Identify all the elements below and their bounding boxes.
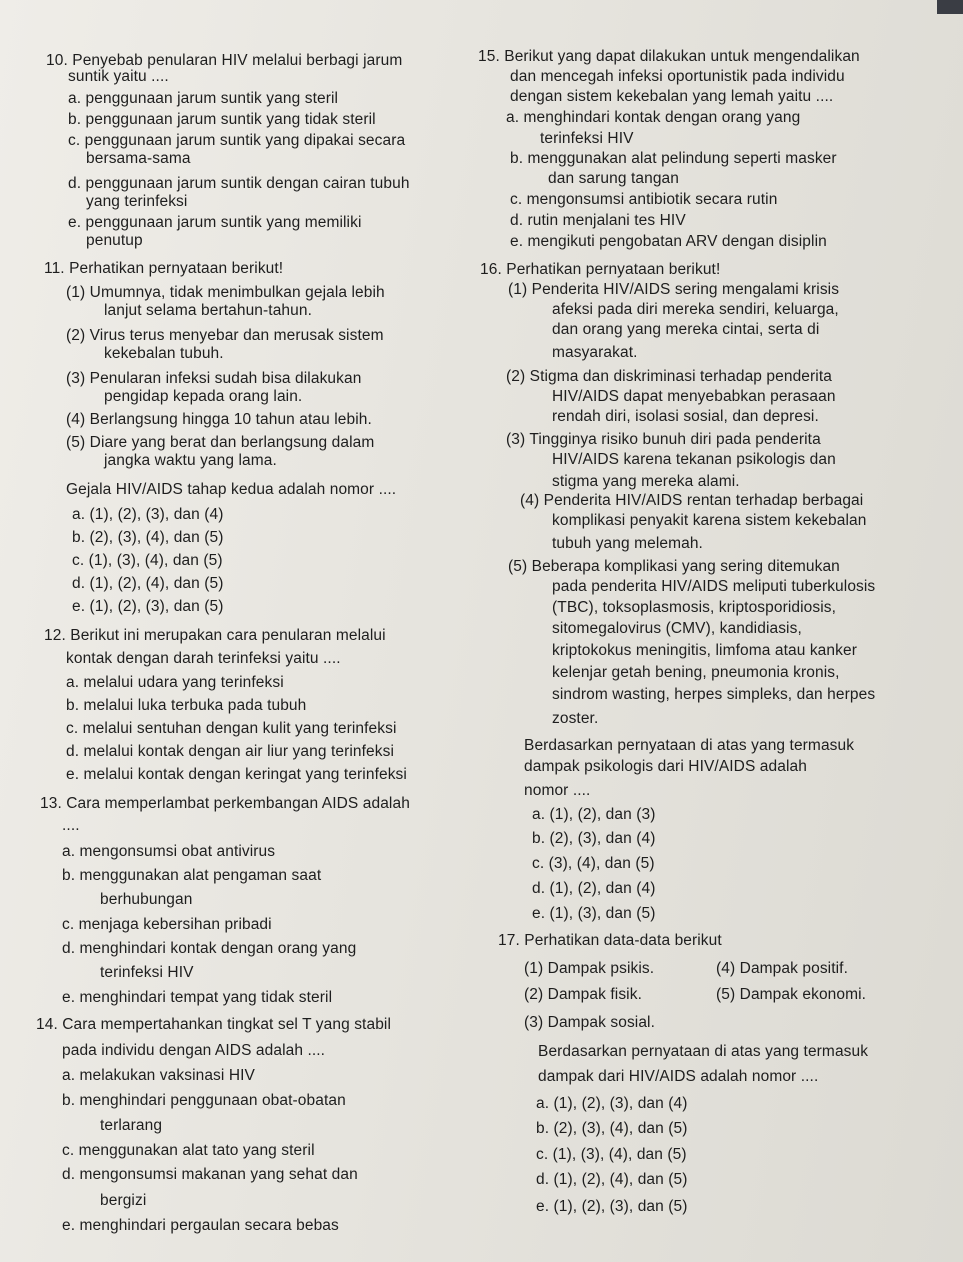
- q11-question: Gejala HIV/AIDS tahap kedua adalah nomor ....: [66, 481, 397, 498]
- q17-item-4: (4) Dampak positif.: [716, 960, 848, 977]
- q16-option-d: d. (1), (2), dan (4): [532, 880, 656, 897]
- q16-statement-5c: (TBC), toksoplasmosis, kriptosporidiosis,: [552, 599, 837, 616]
- q17-item-5: (5) Dampak ekonomi.: [716, 986, 867, 1003]
- q17-option-c: c. (1), (3), (4), dan (5): [536, 1146, 687, 1163]
- q11-stem: 11. Perhatikan pernyataan berikut!: [44, 260, 284, 277]
- q11-statement-3b: pengidap kepada orang lain.: [104, 388, 303, 405]
- q16-option-c: c. (3), (4), dan (5): [532, 855, 655, 872]
- q15-stem-2: dan mencegah infeksi oportunistik pada individu: [510, 68, 845, 85]
- q10-stem-2: suntik yaitu ....: [68, 68, 169, 85]
- q16-statement-2a: (2) Stigma dan diskriminasi terhadap penderita: [506, 368, 832, 385]
- q17-item-3: (3) Dampak sosial.: [524, 1014, 656, 1031]
- q14-option-e: e. menghindari pergaulan secara bebas: [62, 1217, 339, 1234]
- q16-statement-3a: (3) Tingginya risiko bunuh diri pada penderita: [506, 431, 821, 448]
- q16-statement-5g: sindrom wasting, herpes simpleks, dan herpes: [552, 686, 876, 703]
- q11-statement-2b: kekebalan tubuh.: [104, 345, 224, 362]
- q17-option-d: d. (1), (2), (4), dan (5): [536, 1171, 688, 1188]
- q11-statement-2a: (2) Virus terus menyebar dan merusak sistem: [66, 327, 384, 344]
- q15-option-b-1: b. menggunakan alat pelindung seperti masker: [510, 150, 837, 167]
- q16-statement-5d: sitomegalovirus (CMV), kandidiasis,: [552, 620, 802, 637]
- q13-stem-2: ....: [62, 817, 80, 834]
- q17-item-2: (2) Dampak fisik.: [524, 986, 642, 1003]
- q16-statement-3c: stigma yang mereka alami.: [552, 473, 740, 490]
- q16-option-e: e. (1), (3), dan (5): [532, 905, 656, 922]
- q16-statement-4c: tubuh yang melemah.: [552, 535, 703, 552]
- q16-question-3: nomor ....: [524, 782, 591, 799]
- q10-option-d-1: d. penggunaan jarum suntik dengan cairan tubuh: [68, 175, 410, 192]
- q10-option-c-1: c. penggunaan jarum suntik yang dipakai secara: [68, 132, 406, 149]
- q16-statement-4a: (4) Penderita HIV/AIDS rentan terhadap berbagai: [520, 492, 864, 509]
- q16-statement-1b: afeksi pada diri mereka sendiri, keluarga,: [552, 301, 839, 318]
- q16-statement-2c: rendah diri, isolasi sosial, dan depresi.: [552, 408, 819, 425]
- q15-option-d: d. rutin menjalani tes HIV: [510, 212, 686, 229]
- q17-stem: 17. Perhatikan data-data berikut: [498, 932, 722, 949]
- q10-option-b: b. penggunaan jarum suntik yang tidak steril: [68, 111, 376, 128]
- q10-option-d-2: yang terinfeksi: [86, 193, 188, 210]
- q16-statement-5h: zoster.: [552, 710, 599, 727]
- q12-option-d: d. melalui kontak dengan air liur yang terinfeksi: [66, 743, 394, 760]
- q15-option-a-2: terinfeksi HIV: [540, 130, 634, 147]
- q16-statement-5e: kriptokokus meningitis, limfoma atau kanker: [552, 642, 857, 659]
- q12-option-c: c. melalui sentuhan dengan kulit yang terinfeksi: [66, 720, 397, 737]
- q16-statement-4b: komplikasi penyakit karena sistem kekebalan: [552, 512, 867, 529]
- q11-statement-4: (4) Berlangsung hingga 10 tahun atau lebih.: [66, 411, 372, 428]
- q11-option-a: a. (1), (2), (3), dan (4): [72, 506, 224, 523]
- q11-statement-1a: (1) Umumnya, tidak menimbulkan gejala lebih: [66, 284, 385, 301]
- q16-statement-1a: (1) Penderita HIV/AIDS sering mengalami krisis: [508, 281, 840, 298]
- q17-option-b: b. (2), (3), (4), dan (5): [536, 1120, 688, 1137]
- q16-question-1: Berdasarkan pernyataan di atas yang termasuk: [524, 737, 855, 754]
- q12-option-e: e. melalui kontak dengan keringat yang terinfeksi: [66, 766, 407, 783]
- q14-option-d-2: bergizi: [100, 1192, 147, 1209]
- q10-option-e-1: e. penggunaan jarum suntik yang memiliki: [68, 214, 362, 231]
- q10-option-e-2: penutup: [86, 232, 143, 249]
- q13-option-b-2: berhubungan: [100, 891, 193, 908]
- q16-statement-5f: kelenjar getah bening, pneumonia kronis,: [552, 664, 840, 681]
- q10-stem-1: 10. Penyebab penularan HIV melalui berbagi jarum: [46, 52, 403, 69]
- q16-option-b: b. (2), (3), dan (4): [532, 830, 656, 847]
- q11-option-e: e. (1), (2), (3), dan (5): [72, 598, 224, 615]
- q11-option-c: c. (1), (3), (4), dan (5): [72, 552, 223, 569]
- q16-statement-1c: dan orang yang mereka cintai, serta di: [552, 321, 820, 338]
- q14-option-d-1: d. mengonsumsi makanan yang sehat dan: [62, 1166, 358, 1183]
- q12-stem-2: kontak dengan darah terinfeksi yaitu ....: [66, 650, 341, 667]
- q16-question-2: dampak psikologis dari HIV/AIDS adalah: [524, 758, 807, 775]
- q17-option-a: a. (1), (2), (3), dan (4): [536, 1095, 688, 1112]
- q12-stem-1: 12. Berikut ini merupakan cara penularan melalui: [44, 627, 386, 644]
- q16-statement-1d: masyarakat.: [552, 344, 638, 361]
- q13-option-a: a. mengonsumsi obat antivirus: [62, 843, 276, 860]
- q17-question-1: Berdasarkan pernyataan di atas yang termasuk: [538, 1043, 869, 1060]
- q13-option-c: c. menjaga kebersihan pribadi: [62, 916, 272, 933]
- q12-option-b: b. melalui luka terbuka pada tubuh: [66, 697, 307, 714]
- q15-option-c: c. mengonsumsi antibiotik secara rutin: [510, 191, 778, 208]
- q16-statement-5b: pada penderita HIV/AIDS meliputi tuberkulosis: [552, 578, 876, 595]
- q13-option-e: e. menghindari tempat yang tidak steril: [62, 989, 333, 1006]
- q14-option-b-1: b. menghindari penggunaan obat-obatan: [62, 1092, 346, 1109]
- q17-item-1: (1) Dampak psikis.: [524, 960, 655, 977]
- q15-stem-1: 15. Berikut yang dapat dilakukan untuk mengendalikan: [478, 48, 860, 65]
- q12-option-a: a. melalui udara yang terinfeksi: [66, 674, 284, 691]
- q17-option-e: e. (1), (2), (3), dan (5): [536, 1198, 688, 1215]
- q13-stem-1: 13. Cara memperlambat perkembangan AIDS adalah: [40, 795, 410, 812]
- q13-option-b-1: b. menggunakan alat pengaman saat: [62, 867, 322, 884]
- q14-stem-1: 14. Cara mempertahankan tingkat sel T yang stabil: [36, 1016, 391, 1033]
- q11-statement-5a: (5) Diare yang berat dan berlangsung dalam: [66, 434, 375, 451]
- q10-option-a: a. penggunaan jarum suntik yang steril: [68, 90, 339, 107]
- q11-option-b: b. (2), (3), (4), dan (5): [72, 529, 224, 546]
- q11-statement-3a: (3) Penularan infeksi sudah bisa dilakukan: [66, 370, 362, 387]
- q13-option-d-2: terinfeksi HIV: [100, 964, 194, 981]
- q10-option-c-2: bersama-sama: [86, 150, 191, 167]
- q14-option-c: c. menggunakan alat tato yang steril: [62, 1142, 315, 1159]
- q14-option-b-2: terlarang: [100, 1117, 163, 1134]
- q11-statement-5b: jangka waktu yang lama.: [104, 452, 277, 469]
- q15-option-a-1: a. menghindari kontak dengan orang yang: [506, 109, 801, 126]
- q13-option-d-1: d. menghindari kontak dengan orang yang: [62, 940, 357, 957]
- q14-option-a: a. melakukan vaksinasi HIV: [62, 1067, 255, 1084]
- q17-question-2: dampak dari HIV/AIDS adalah nomor ....: [538, 1068, 819, 1085]
- q16-option-a: a. (1), (2), dan (3): [532, 806, 656, 823]
- q11-statement-1b: lanjut selama bertahun-tahun.: [104, 302, 312, 319]
- dark-corner: [937, 0, 963, 14]
- q15-option-b-2: dan sarung tangan: [548, 170, 679, 187]
- q11-option-d: d. (1), (2), (4), dan (5): [72, 575, 224, 592]
- q14-stem-2: pada individu dengan AIDS adalah ....: [62, 1042, 326, 1059]
- q16-statement-3b: HIV/AIDS karena tekanan psikologis dan: [552, 451, 836, 468]
- q16-statement-5a: (5) Beberapa komplikasi yang sering ditemukan: [508, 558, 840, 575]
- q16-statement-2b: HIV/AIDS dapat menyebabkan perasaan: [552, 388, 836, 405]
- q16-stem: 16. Perhatikan pernyataan berikut!: [480, 261, 721, 278]
- q15-stem-3: dengan sistem kekebalan yang lemah yaitu ....: [510, 88, 834, 105]
- q15-option-e: e. mengikuti pengobatan ARV dengan disiplin: [510, 233, 827, 250]
